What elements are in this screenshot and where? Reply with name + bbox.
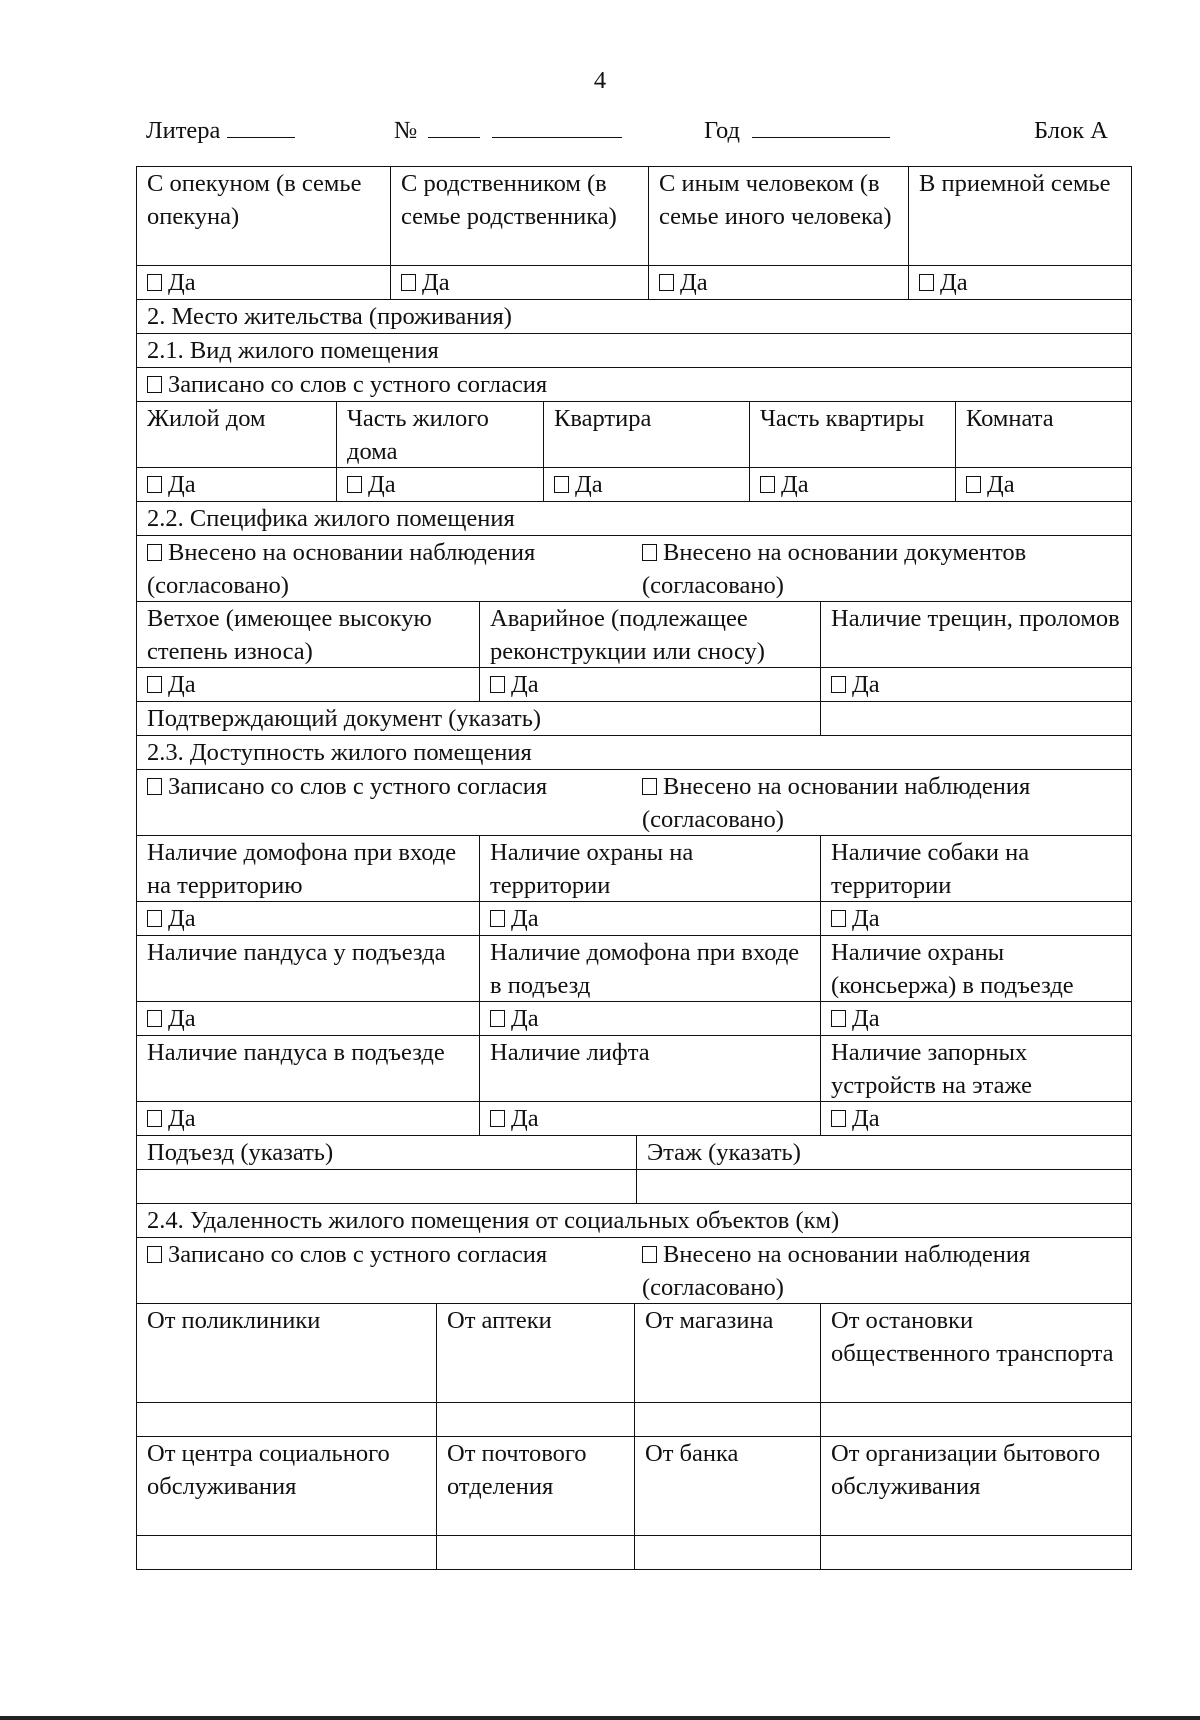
housing-type-checkbox-row bbox=[136, 468, 1132, 502]
entrance-ramp-header-cell: Наличие пандуса у подъезда bbox=[137, 936, 480, 1001]
checkbox-icon bbox=[642, 1246, 657, 1263]
consumer-services-distance-header-cell: От организации бытового обслуживания bbox=[831, 1440, 1101, 1500]
relative-yes-checkbox[interactable] bbox=[391, 266, 649, 299]
cracks-yes-checkbox[interactable] bbox=[821, 668, 1131, 701]
house-header-cell: Жилой дом bbox=[137, 402, 337, 467]
apartment-part-yes-checkbox[interactable] bbox=[750, 468, 956, 501]
oral-consent-checkbox[interactable] bbox=[147, 1238, 642, 1303]
checkbox-icon bbox=[401, 274, 416, 291]
number-label: № bbox=[394, 117, 418, 144]
checkbox-icon bbox=[490, 1110, 505, 1127]
yes-label: Да bbox=[852, 1005, 880, 1032]
entrance-floor-input-row bbox=[136, 1170, 1132, 1204]
oral-consent-checkbox[interactable] bbox=[147, 770, 642, 835]
elevator-yes-checkbox[interactable] bbox=[480, 1102, 821, 1135]
floor-number-label: Этаж (указать) bbox=[647, 1139, 801, 1166]
checkbox-icon bbox=[147, 778, 162, 795]
yes-label: Да bbox=[368, 471, 396, 498]
documents-checkbox[interactable] bbox=[642, 536, 1121, 601]
checkbox-icon bbox=[490, 910, 505, 927]
floor-locks-header-cell: Наличие запорных устройств на этаже bbox=[831, 1039, 1033, 1099]
block-label: Блок А bbox=[1034, 117, 1108, 144]
yes-label: Да bbox=[511, 671, 539, 698]
bank-distance-input[interactable] bbox=[635, 1536, 821, 1569]
yes-label: Да bbox=[987, 471, 1015, 498]
bank-distance-header-cell: От банка bbox=[635, 1437, 821, 1535]
housing-condition-header-row bbox=[136, 602, 1132, 668]
section-2-2-title: 2.2. Специфика жилого помещения bbox=[147, 505, 515, 532]
source-pair bbox=[137, 1238, 1131, 1303]
social-center-distance-header-cell: От центра социального обслуживания bbox=[137, 1437, 437, 1535]
distance-header-row-2 bbox=[136, 1437, 1132, 1536]
observation-checkbox[interactable] bbox=[147, 536, 642, 601]
yes-label: Да bbox=[511, 905, 539, 932]
litera-label: Литера bbox=[146, 117, 221, 144]
apartment-yes-checkbox[interactable] bbox=[544, 468, 750, 501]
document-row bbox=[136, 702, 1132, 736]
transport-stop-distance-input[interactable] bbox=[821, 1403, 1131, 1436]
page-number: 4 bbox=[593, 67, 607, 94]
pharmacy-distance-header-cell: От аптеки bbox=[437, 1304, 635, 1402]
section-2-2-source-row bbox=[136, 536, 1132, 602]
transport-stop-distance-header-cell: От остановки общественного транспорта bbox=[831, 1307, 1114, 1367]
section-2-3-row bbox=[136, 736, 1132, 770]
source-pair bbox=[137, 536, 1131, 601]
entrance-floor-label-row bbox=[136, 1136, 1132, 1170]
clinic-distance-header-cell: От поликлиники bbox=[137, 1304, 437, 1402]
territory-intercom-yes-checkbox[interactable] bbox=[137, 902, 480, 935]
housing-condition-checkbox-row bbox=[136, 668, 1132, 702]
house-part-yes-checkbox[interactable] bbox=[337, 468, 544, 501]
checkbox-icon bbox=[147, 910, 162, 927]
entrance-number-input[interactable] bbox=[137, 1170, 637, 1203]
territory-dog-yes-checkbox[interactable] bbox=[821, 902, 1131, 935]
number-series-input-line[interactable] bbox=[428, 115, 480, 138]
oral-consent-checkbox[interactable] bbox=[137, 368, 1131, 401]
post-office-distance-input[interactable] bbox=[437, 1536, 635, 1569]
post-office-distance-header-cell: От почтового отделения bbox=[437, 1437, 635, 1535]
territory-dog-header-cell: Наличие собаки на территории bbox=[831, 839, 1030, 899]
checkbox-icon bbox=[147, 376, 162, 393]
year-label: Год bbox=[704, 117, 741, 144]
guardian-header-cell: С опекуном (в семье опекуна) bbox=[137, 167, 391, 265]
observation-label: Внесено на основании наблюдения (согласовано) bbox=[642, 1241, 1031, 1301]
pharmacy-distance-input[interactable] bbox=[437, 1403, 635, 1436]
litera-field bbox=[146, 114, 295, 147]
checkbox-icon bbox=[147, 544, 162, 561]
year-input-line[interactable] bbox=[752, 115, 890, 138]
yes-label: Да bbox=[168, 471, 196, 498]
cracks-header-cell: Наличие трещин, проломов bbox=[831, 605, 1120, 632]
page-bottom-border bbox=[0, 1716, 1200, 1720]
checkbox-icon bbox=[831, 676, 846, 693]
yes-label: Да bbox=[852, 1105, 880, 1132]
section-2-row bbox=[136, 300, 1132, 334]
other-person-header-cell: С иным человеком (в семье иного человека) bbox=[649, 167, 909, 265]
section-2-1-row bbox=[136, 334, 1132, 368]
relative-header-cell: С родственником (в семье родственника) bbox=[391, 167, 649, 265]
floor-locks-yes-checkbox[interactable] bbox=[821, 1102, 1131, 1135]
yes-label: Да bbox=[781, 471, 809, 498]
section-2-3-source-row bbox=[136, 770, 1132, 836]
apartment-part-header-cell: Часть квартиры bbox=[750, 402, 956, 467]
emergency-yes-checkbox[interactable] bbox=[480, 668, 821, 701]
checkbox-icon bbox=[831, 1110, 846, 1127]
litera-input-line[interactable] bbox=[227, 115, 295, 138]
room-yes-checkbox[interactable] bbox=[956, 468, 1131, 501]
territory-intercom-header-cell: Наличие домофона при входе на территорию bbox=[137, 836, 480, 901]
floor-number-input[interactable] bbox=[637, 1170, 1131, 1203]
document-input[interactable] bbox=[821, 702, 1131, 735]
territory-security-yes-checkbox[interactable] bbox=[480, 902, 821, 935]
checkbox-icon bbox=[659, 274, 674, 291]
yes-label: Да bbox=[852, 671, 880, 698]
clinic-distance-input[interactable] bbox=[137, 1403, 437, 1436]
document-label: Подтверждающий документ (указать) bbox=[137, 702, 821, 735]
yes-label: Да bbox=[940, 269, 968, 296]
territory-checkbox-row bbox=[136, 902, 1132, 936]
entrance-intercom-yes-checkbox[interactable] bbox=[480, 1002, 821, 1035]
other-person-yes-checkbox[interactable] bbox=[649, 266, 909, 299]
observation-checkbox[interactable] bbox=[642, 1238, 1121, 1303]
inside-header-row bbox=[136, 1036, 1132, 1102]
section-2-2-row bbox=[136, 502, 1132, 536]
checkbox-icon bbox=[490, 1010, 505, 1027]
checkbox-icon bbox=[490, 676, 505, 693]
social-center-distance-input[interactable] bbox=[137, 1536, 437, 1569]
foster-family-header-cell: В приемной семье bbox=[919, 170, 1111, 197]
checkbox-icon bbox=[966, 476, 981, 493]
entrance-intercom-header-cell: Наличие домофона при входе в подъезд bbox=[480, 936, 821, 1001]
yes-label: Да bbox=[422, 269, 450, 296]
questionnaire-form bbox=[136, 166, 1132, 1570]
emergency-header-cell: Аварийное (подлежащее реконструкции или сносу) bbox=[480, 602, 821, 667]
checkbox-icon bbox=[147, 274, 162, 291]
entrance-concierge-header-cell: Наличие охраны (консьержа) в подъезде bbox=[831, 939, 1074, 999]
section-2-3-title: 2.3. Доступность жилого помещения bbox=[147, 739, 532, 766]
inside-ramp-yes-checkbox[interactable] bbox=[137, 1102, 480, 1135]
checkbox-icon bbox=[347, 476, 362, 493]
checkbox-icon bbox=[147, 1246, 162, 1263]
documents-label: Внесено на основании документов (согласовано) bbox=[642, 539, 1027, 599]
entrance-concierge-yes-checkbox[interactable] bbox=[821, 1002, 1131, 1035]
oral-consent-label: Записано со слов с устного согласия bbox=[168, 773, 548, 800]
checkbox-icon bbox=[147, 1110, 162, 1127]
territory-security-header-cell: Наличие охраны на территории bbox=[480, 836, 821, 901]
yes-label: Да bbox=[168, 269, 196, 296]
section-2-1-source-row bbox=[136, 368, 1132, 402]
oral-consent-label: Записано со слов с устного согласия bbox=[168, 1241, 548, 1268]
yes-label: Да bbox=[575, 471, 603, 498]
checkbox-icon bbox=[554, 476, 569, 493]
house-yes-checkbox[interactable] bbox=[137, 468, 337, 501]
yes-label: Да bbox=[511, 1005, 539, 1032]
apartment-header-cell: Квартира bbox=[544, 402, 750, 467]
checkbox-icon bbox=[831, 910, 846, 927]
entrance-ramp-yes-checkbox[interactable] bbox=[137, 1002, 480, 1035]
yes-label: Да bbox=[168, 1005, 196, 1032]
number-field bbox=[394, 114, 622, 147]
yes-label: Да bbox=[511, 1105, 539, 1132]
house-part-header-cell: Часть жилого дома bbox=[337, 402, 544, 467]
distance-input-row-1 bbox=[136, 1403, 1132, 1437]
distance-input-row-2 bbox=[136, 1536, 1132, 1570]
entrance-number-label: Подъезд (указать) bbox=[137, 1136, 637, 1169]
inside-checkbox-row bbox=[136, 1102, 1132, 1136]
checkbox-icon bbox=[831, 1010, 846, 1027]
guardian-header-row bbox=[136, 166, 1132, 266]
checkbox-icon bbox=[760, 476, 775, 493]
yes-label: Да bbox=[168, 905, 196, 932]
checkbox-icon bbox=[147, 476, 162, 493]
observation-checkbox[interactable] bbox=[642, 770, 1121, 835]
entrance-header-row bbox=[136, 936, 1132, 1002]
shop-distance-header-cell: От магазина bbox=[635, 1304, 821, 1402]
yes-label: Да bbox=[680, 269, 708, 296]
observation-label: Внесено на основании наблюдения (согласовано) bbox=[147, 539, 536, 599]
room-header-cell: Комната bbox=[966, 405, 1054, 432]
checkbox-icon bbox=[147, 1010, 162, 1027]
yes-label: Да bbox=[852, 905, 880, 932]
checkbox-icon bbox=[642, 544, 657, 561]
observation-label: Внесено на основании наблюдения (согласовано) bbox=[642, 773, 1031, 833]
entrance-checkbox-row bbox=[136, 1002, 1132, 1036]
checkbox-icon bbox=[642, 778, 657, 795]
number-input-line[interactable] bbox=[492, 115, 622, 138]
yes-label: Да bbox=[168, 1105, 196, 1132]
section-2-4-source-row bbox=[136, 1238, 1132, 1304]
dilapidated-yes-checkbox[interactable] bbox=[137, 668, 480, 701]
foster-yes-checkbox[interactable] bbox=[909, 266, 1131, 299]
yes-label: Да bbox=[168, 671, 196, 698]
inside-ramp-header-cell: Наличие пандуса в подъезде bbox=[137, 1036, 480, 1101]
elevator-header-cell: Наличие лифта bbox=[480, 1036, 821, 1101]
checkbox-icon bbox=[919, 274, 934, 291]
shop-distance-input[interactable] bbox=[635, 1403, 821, 1436]
guardian-yes-checkbox[interactable] bbox=[137, 266, 391, 299]
distance-header-row-1 bbox=[136, 1304, 1132, 1403]
section-2-title: 2. Место жительства (проживания) bbox=[147, 303, 512, 330]
oral-consent-label: Записано со слов с устного согласия bbox=[168, 371, 548, 398]
section-2-4-title: 2.4. Удаленность жилого помещения от социальных объектов (км) bbox=[147, 1207, 840, 1234]
year-field bbox=[704, 114, 890, 147]
guardian-checkbox-row bbox=[136, 266, 1132, 300]
source-pair bbox=[137, 770, 1131, 835]
section-2-4-row bbox=[136, 1204, 1132, 1238]
checkbox-icon bbox=[147, 676, 162, 693]
dilapidated-header-cell: Ветхое (имеющее высокую степень износа) bbox=[137, 602, 480, 667]
housing-type-header-row bbox=[136, 402, 1132, 468]
territory-header-row bbox=[136, 836, 1132, 902]
consumer-services-distance-input[interactable] bbox=[821, 1536, 1131, 1569]
section-2-1-title: 2.1. Вид жилого помещения bbox=[147, 337, 439, 364]
